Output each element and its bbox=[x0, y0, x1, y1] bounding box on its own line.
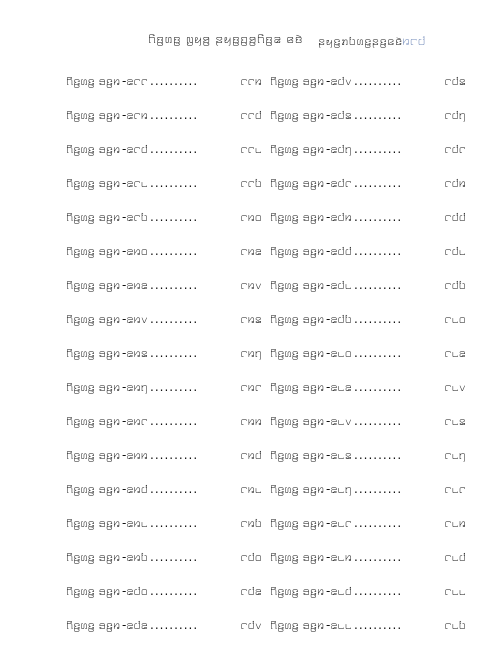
toc-entry bbox=[270, 346, 466, 380]
entry-label: ꤖꤢ꤬ꤛꤢ꤭ ꤋꤢ꤬ꤙ bbox=[66, 244, 121, 258]
entry-page: ꤅꤅꤉ bbox=[240, 176, 262, 190]
entry-page: ꤅꤇꤉ bbox=[444, 278, 466, 292]
entry-page: ꤅꤆꤆ bbox=[240, 414, 262, 428]
dot-leader: .......... bbox=[150, 550, 199, 564]
entry-page: ꤅꤇꤇ bbox=[444, 210, 466, 224]
dot-leader: .......... bbox=[150, 584, 199, 598]
toc-entry bbox=[66, 482, 262, 516]
dot-leader: .......... bbox=[354, 584, 403, 598]
entry-number: -꤁꤅꤅ bbox=[122, 74, 148, 88]
entry-number: -꤁꤇꤀ bbox=[122, 584, 148, 598]
entry-label: ꤖꤢ꤬ꤛꤢ꤭ ꤋꤢ꤬ꤙ bbox=[270, 380, 325, 394]
toc-entry bbox=[270, 516, 466, 550]
entry-label: ꤖꤢ꤬ꤛꤢ꤭ ꤋꤢ꤬ꤙ bbox=[270, 414, 325, 428]
entry-page: ꤅꤆꤈ bbox=[240, 482, 262, 496]
entry-number: -꤁꤇꤄ bbox=[326, 142, 352, 156]
toc-entry bbox=[66, 380, 262, 414]
entry-label: ꤖꤢ꤬ꤛꤢ꤭ ꤋꤢ꤬ꤙ bbox=[270, 312, 325, 326]
entry-page: ꤅꤇꤀ bbox=[240, 550, 262, 564]
entry-number: -꤁꤆꤈ bbox=[122, 516, 148, 530]
entry-page: ꤅꤇꤄ bbox=[444, 108, 466, 122]
dot-leader: .......... bbox=[354, 414, 403, 428]
entry-page: ꤅꤇꤃ bbox=[444, 74, 466, 88]
toc-entry bbox=[270, 618, 466, 652]
entry-label: ꤖꤢ꤬ꤛꤢ꤭ ꤋꤢ꤬ꤙ bbox=[270, 618, 325, 632]
toc-entry bbox=[66, 74, 262, 108]
dot-leader: .......... bbox=[150, 312, 199, 326]
dot-leader: .......... bbox=[354, 176, 403, 190]
entry-number: -꤁꤈꤃ bbox=[326, 448, 352, 462]
entry-number: -꤁꤆꤀ bbox=[122, 244, 148, 258]
dot-leader: .......... bbox=[150, 278, 199, 292]
entry-label: ꤖꤢ꤬ꤛꤢ꤭ ꤋꤢ꤬ꤙ bbox=[270, 584, 325, 598]
toc-entry bbox=[270, 448, 466, 482]
entry-page: ꤅꤈꤂ bbox=[444, 380, 466, 394]
entry-label: ꤖꤢ꤬ꤛꤢ꤭ ꤋꤢ꤬ꤙ bbox=[270, 482, 325, 496]
entry-page: ꤅꤅꤆ bbox=[240, 74, 262, 88]
page-title: ꤖꤢ꤬ꤛꤢ꤭ ꤜꤟꤤ꤬ ꤔꤟꤢ꤭ꤑꤤ꤬ꤖꤢ꤬ꤘ ꤕꤢꤧ bbox=[148, 32, 303, 47]
toc-entry bbox=[270, 482, 466, 516]
entry-number: -꤁꤇꤆ bbox=[326, 210, 352, 224]
toc-entry bbox=[270, 108, 466, 142]
entry-number: -꤁꤈꤄ bbox=[326, 482, 352, 496]
dot-leader: .......... bbox=[150, 176, 199, 190]
toc-entry bbox=[66, 210, 262, 244]
dot-leader: .......... bbox=[354, 482, 403, 496]
dot-leader: .......... bbox=[150, 346, 199, 360]
entry-page: ꤅꤇꤆ bbox=[444, 176, 466, 190]
entry-page: ꤅꤈꤉ bbox=[444, 618, 466, 632]
entry-page: ꤅꤈꤅ bbox=[444, 482, 466, 496]
entry-number: -꤁꤈꤆ bbox=[326, 550, 352, 564]
entry-page: ꤅꤈꤆ bbox=[444, 516, 466, 530]
entry-label: ꤖꤢ꤬ꤛꤢ꤭ ꤋꤢ꤬ꤙ bbox=[270, 278, 325, 292]
entry-number: -꤁꤆꤃ bbox=[122, 346, 148, 360]
entry-label: ꤖꤢ꤬ꤛꤢ꤭ ꤋꤢ꤬ꤙ bbox=[66, 74, 121, 88]
entry-page: ꤅꤆꤃ bbox=[240, 312, 262, 326]
toc-entry bbox=[66, 516, 262, 550]
entry-page: ꤅꤈꤁ bbox=[444, 346, 466, 360]
entry-number: -꤁꤆꤇ bbox=[122, 482, 148, 496]
dot-leader: .......... bbox=[150, 210, 199, 224]
entry-number: -꤁꤈꤁ bbox=[326, 380, 352, 394]
entry-page: ꤅꤆꤂ bbox=[240, 278, 262, 292]
dot-leader: .......... bbox=[354, 74, 403, 88]
dot-leader: .......... bbox=[354, 448, 403, 462]
section-title: ꤔꤟꤢ꤭ꤊꤝꤛꤢ꤭ꤔꤢ꤬ꤕꤢꤧ bbox=[318, 34, 403, 48]
dot-leader: .......... bbox=[150, 516, 199, 530]
dot-leader: .......... bbox=[150, 414, 199, 428]
toc-entry bbox=[270, 244, 466, 278]
entry-number: -꤁꤆꤂ bbox=[122, 312, 148, 326]
entry-number: -꤁꤇꤂ bbox=[326, 74, 352, 88]
dot-leader: .......... bbox=[150, 380, 199, 394]
dot-leader: .......... bbox=[150, 142, 199, 156]
entry-page: ꤅꤇꤈ bbox=[444, 244, 466, 258]
toc-entry bbox=[270, 380, 466, 414]
entry-page: ꤅꤇꤂ bbox=[240, 618, 262, 632]
entry-number: -꤁꤇꤁ bbox=[122, 618, 148, 632]
entry-page: ꤅꤆꤀ bbox=[240, 210, 262, 224]
dot-leader: .......... bbox=[354, 210, 403, 224]
entry-label: ꤖꤢ꤬ꤛꤢ꤭ ꤋꤢ꤬ꤙ bbox=[66, 142, 121, 156]
dot-leader: .......... bbox=[354, 244, 403, 258]
entry-page: ꤅꤅꤇ bbox=[240, 108, 262, 122]
dot-leader: .......... bbox=[354, 516, 403, 530]
toc-entry bbox=[66, 278, 262, 312]
entry-label: ꤖꤢ꤬ꤛꤢ꤭ ꤋꤢ꤬ꤙ bbox=[270, 176, 325, 190]
toc-entry bbox=[270, 278, 466, 312]
entry-label: ꤖꤢ꤬ꤛꤢ꤭ ꤋꤢ꤬ꤙ bbox=[270, 516, 325, 530]
entry-page: ꤅꤇꤅ bbox=[444, 142, 466, 156]
dot-leader: .......... bbox=[354, 618, 403, 632]
entry-number: -꤁꤅꤉ bbox=[122, 210, 148, 224]
entry-label: ꤖꤢ꤬ꤛꤢ꤭ ꤋꤢ꤬ꤙ bbox=[66, 278, 121, 292]
entry-number: -꤁꤆꤆ bbox=[122, 448, 148, 462]
entry-number: -꤁꤆꤉ bbox=[122, 550, 148, 564]
entry-number: -꤁꤈꤅ bbox=[326, 516, 352, 530]
entry-label: ꤖꤢ꤬ꤛꤢ꤭ ꤋꤢ꤬ꤙ bbox=[270, 142, 325, 156]
dot-leader: .......... bbox=[150, 618, 199, 632]
entry-number: -꤁꤇꤈ bbox=[326, 278, 352, 292]
dot-leader: .......... bbox=[354, 550, 403, 564]
toc-entry bbox=[66, 176, 262, 210]
entry-page: ꤅꤆꤉ bbox=[240, 516, 262, 530]
entry-label: ꤖꤢ꤬ꤛꤢ꤭ ꤋꤢ꤬ꤙ bbox=[66, 312, 121, 326]
dot-leader: .......... bbox=[150, 74, 199, 88]
toc-entry bbox=[66, 142, 262, 176]
entry-page: ꤅꤈꤇ bbox=[444, 550, 466, 564]
entry-label: ꤖꤢ꤬ꤛꤢ꤭ ꤋꤢ꤬ꤙ bbox=[66, 584, 121, 598]
toc-entry bbox=[270, 142, 466, 176]
dot-leader: .......... bbox=[150, 108, 199, 122]
toc-entry bbox=[66, 618, 262, 652]
entry-page: ꤅꤈꤈ bbox=[444, 584, 466, 598]
dot-leader: .......... bbox=[150, 482, 199, 496]
entry-label: ꤖꤢ꤬ꤛꤢ꤭ ꤋꤢ꤬ꤙ bbox=[66, 176, 121, 190]
toc-entry bbox=[270, 312, 466, 346]
entry-number: -꤁꤇꤇ bbox=[326, 244, 352, 258]
toc-entry bbox=[66, 346, 262, 380]
toc-entry bbox=[66, 584, 262, 618]
page-number: ꤆꤅꤇ bbox=[402, 34, 426, 49]
entry-label: ꤖꤢ꤬ꤛꤢ꤭ ꤋꤢ꤬ꤙ bbox=[270, 346, 325, 360]
entry-page: ꤅꤅꤈ bbox=[240, 142, 262, 156]
entry-number: -꤁꤆꤅ bbox=[122, 414, 148, 428]
entry-label: ꤖꤢ꤬ꤛꤢ꤭ ꤋꤢ꤬ꤙ bbox=[66, 346, 121, 360]
dot-leader: .......... bbox=[354, 380, 403, 394]
entry-label: ꤖꤢ꤬ꤛꤢ꤭ ꤋꤢ꤬ꤙ bbox=[66, 108, 121, 122]
entry-label: ꤖꤢ꤬ꤛꤢ꤭ ꤋꤢ꤬ꤙ bbox=[66, 448, 121, 462]
entry-page: ꤅꤈꤄ bbox=[444, 448, 466, 462]
entry-label: ꤖꤢ꤬ꤛꤢ꤭ ꤋꤢ꤬ꤙ bbox=[270, 108, 325, 122]
toc-entry bbox=[66, 550, 262, 584]
dot-leader: .......... bbox=[354, 278, 403, 292]
entry-number: -꤁꤅꤈ bbox=[122, 176, 148, 190]
entry-label: ꤖꤢ꤬ꤛꤢ꤭ ꤋꤢ꤬ꤙ bbox=[66, 380, 121, 394]
dot-leader: .......... bbox=[354, 142, 403, 156]
entry-number: -꤁꤆꤁ bbox=[122, 278, 148, 292]
toc-right-column bbox=[270, 74, 466, 652]
entry-page: ꤅꤇꤁ bbox=[240, 584, 262, 598]
page-header bbox=[0, 32, 494, 56]
entry-number: -꤁꤈꤂ bbox=[326, 414, 352, 428]
entry-number: -꤁꤈꤀ bbox=[326, 346, 352, 360]
toc-entry bbox=[66, 244, 262, 278]
toc-left-column bbox=[66, 74, 262, 652]
toc-entry bbox=[66, 414, 262, 448]
toc-entry bbox=[270, 584, 466, 618]
dot-leader: .......... bbox=[150, 448, 199, 462]
entry-label: ꤖꤢ꤬ꤛꤢ꤭ ꤋꤢ꤬ꤙ bbox=[66, 210, 121, 224]
entry-number: -꤁꤈꤈ bbox=[326, 618, 352, 632]
entry-label: ꤖꤢ꤬ꤛꤢ꤭ ꤋꤢ꤬ꤙ bbox=[270, 448, 325, 462]
entry-number: -꤁꤅꤇ bbox=[122, 142, 148, 156]
entry-number: -꤁꤇꤅ bbox=[326, 176, 352, 190]
toc-entry bbox=[270, 550, 466, 584]
dot-leader: .......... bbox=[150, 244, 199, 258]
entry-label: ꤖꤢ꤬ꤛꤢ꤭ ꤋꤢ꤬ꤙ bbox=[66, 516, 121, 530]
toc-entry bbox=[66, 312, 262, 346]
entry-page: ꤅꤈꤀ bbox=[444, 312, 466, 326]
entry-page: ꤅꤆꤄ bbox=[240, 346, 262, 360]
entry-label: ꤖꤢ꤬ꤛꤢ꤭ ꤋꤢ꤬ꤙ bbox=[66, 414, 121, 428]
entry-page: ꤅꤆꤇ bbox=[240, 448, 262, 462]
toc-entry bbox=[270, 176, 466, 210]
entry-label: ꤖꤢ꤬ꤛꤢ꤭ ꤋꤢ꤬ꤙ bbox=[270, 74, 325, 88]
entry-page: ꤅꤆꤁ bbox=[240, 244, 262, 258]
dot-leader: .......... bbox=[354, 312, 403, 326]
entry-number: -꤁꤈꤇ bbox=[326, 584, 352, 598]
entry-label: ꤖꤢ꤬ꤛꤢ꤭ ꤋꤢ꤬ꤙ bbox=[66, 618, 121, 632]
entry-page: ꤅꤆꤅ bbox=[240, 380, 262, 394]
entry-number: -꤁꤇꤉ bbox=[326, 312, 352, 326]
toc-entry bbox=[66, 448, 262, 482]
toc-entry bbox=[270, 414, 466, 448]
entry-label: ꤖꤢ꤬ꤛꤢ꤭ ꤋꤢ꤬ꤙ bbox=[66, 482, 121, 496]
toc-entry bbox=[270, 210, 466, 244]
entry-number: -꤁꤇꤃ bbox=[326, 108, 352, 122]
dot-leader: .......... bbox=[354, 346, 403, 360]
dot-leader: .......... bbox=[354, 108, 403, 122]
toc-entry bbox=[270, 74, 466, 108]
entry-label: ꤖꤢ꤬ꤛꤢ꤭ ꤋꤢ꤬ꤙ bbox=[270, 550, 325, 564]
entry-label: ꤖꤢ꤬ꤛꤢ꤭ ꤋꤢ꤬ꤙ bbox=[270, 210, 325, 224]
entry-page: ꤅꤈꤃ bbox=[444, 414, 466, 428]
entry-number: -꤁꤆꤄ bbox=[122, 380, 148, 394]
entry-label: ꤖꤢ꤬ꤛꤢ꤭ ꤋꤢ꤬ꤙ bbox=[66, 550, 121, 564]
toc-entry bbox=[66, 108, 262, 142]
entry-number: -꤁꤅꤆ bbox=[122, 108, 148, 122]
entry-label: ꤖꤢ꤬ꤛꤢ꤭ ꤋꤢ꤬ꤙ bbox=[270, 244, 325, 258]
